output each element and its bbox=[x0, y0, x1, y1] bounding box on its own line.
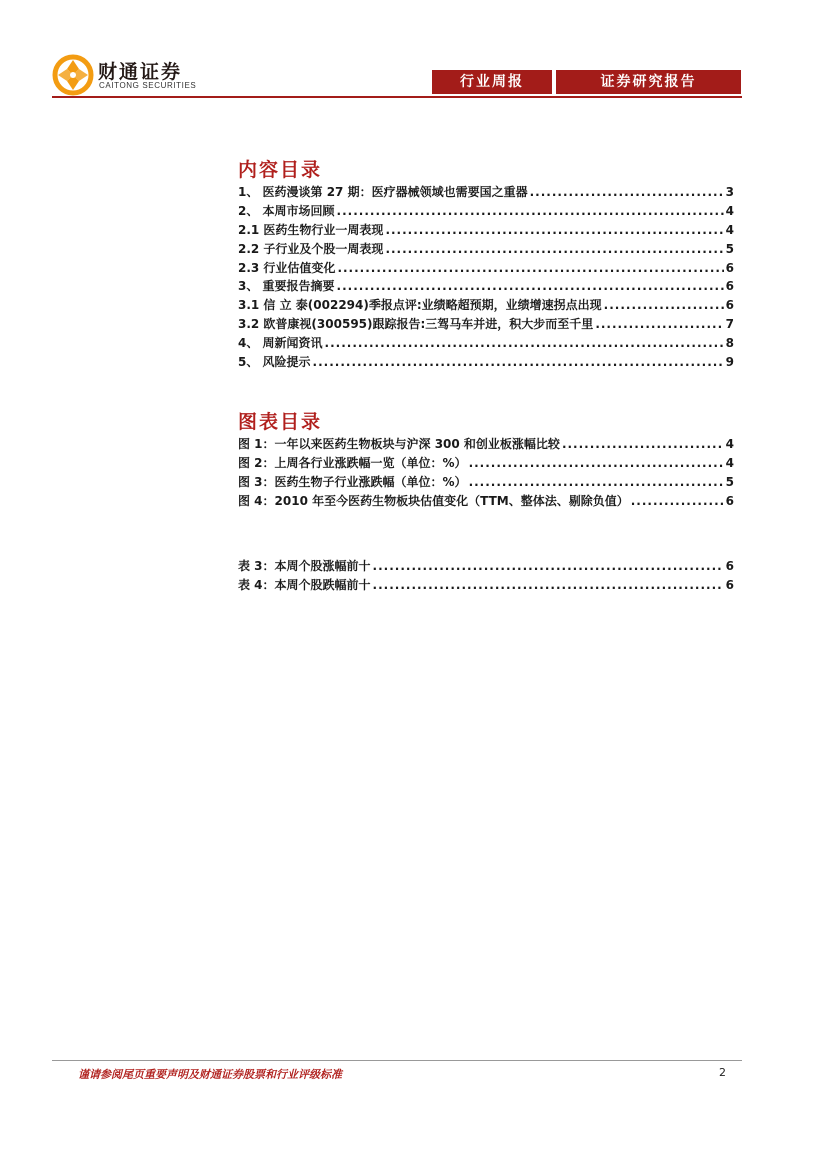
footer-divider bbox=[52, 1060, 742, 1061]
logo-english-name: CAITONG SECURITIES bbox=[99, 81, 197, 90]
toc-entry-page: 8 bbox=[725, 336, 734, 351]
company-logo bbox=[52, 54, 212, 96]
toc-entry-page: 6 bbox=[725, 279, 734, 294]
leader-dots bbox=[604, 298, 724, 312]
toc-entry[interactable] bbox=[238, 221, 734, 240]
leader-dots bbox=[385, 223, 723, 237]
industry-weekly-tag: 行业周报 bbox=[432, 70, 552, 94]
toc-entry-text: 2.3 行业估值变化 bbox=[238, 260, 336, 275]
table-entry-page: 6 bbox=[725, 559, 734, 573]
toc-entry-page: 3 bbox=[725, 185, 734, 199]
figure-entry-page: 4 bbox=[725, 455, 734, 470]
figure-entry-page: 6 bbox=[725, 493, 734, 508]
leader-dots bbox=[530, 185, 724, 199]
header-divider bbox=[52, 96, 742, 98]
figure-entry[interactable] bbox=[238, 492, 734, 511]
table-entry-text: 表 3：本周个股涨幅前十 bbox=[238, 559, 371, 573]
page-header bbox=[0, 0, 827, 100]
research-report-tag: 证券研究报告 bbox=[556, 70, 741, 94]
logo-mark-icon bbox=[52, 54, 94, 96]
figure-entry-page: 5 bbox=[725, 474, 734, 489]
leader-dots bbox=[373, 578, 724, 592]
toc-entry[interactable] bbox=[238, 183, 734, 202]
footer-disclaimer: 谨请参阅尾页重要声明及财通证券股票和行业评级标准 bbox=[78, 1068, 342, 1081]
figure-entry[interactable] bbox=[238, 473, 734, 492]
toc-entry-page: 6 bbox=[725, 298, 734, 313]
toc-entry[interactable] bbox=[238, 353, 734, 372]
toc-entry[interactable] bbox=[238, 315, 734, 334]
leader-dots bbox=[469, 475, 724, 489]
leader-dots bbox=[337, 279, 724, 293]
toc-entry[interactable] bbox=[238, 334, 734, 353]
figures-title: 图表目录 bbox=[238, 411, 323, 433]
logo-chinese-name: 财通证券 bbox=[98, 61, 183, 83]
leader-dots bbox=[373, 559, 724, 573]
toc-entry[interactable] bbox=[238, 202, 734, 221]
figures-list bbox=[238, 435, 734, 511]
toc-entry-page: 5 bbox=[725, 241, 734, 256]
figure-entry-text: 图 4：2010 年至今医药生物板块估值变化（TTM、整体法、剔除负值） bbox=[238, 493, 629, 508]
toc-entry-page: 4 bbox=[725, 222, 734, 237]
leader-dots bbox=[469, 456, 724, 470]
figure-entry-text: 图 3：医药生物子行业涨跌幅（单位：%） bbox=[238, 474, 467, 489]
figure-entry[interactable] bbox=[238, 454, 734, 473]
leader-dots bbox=[631, 494, 724, 508]
leader-dots bbox=[313, 355, 724, 369]
table-entry[interactable] bbox=[238, 576, 734, 595]
leader-dots bbox=[325, 336, 724, 350]
toc-entry-text: 1、 医药漫谈第 27 期：医疗器械领域也需要国之重器 bbox=[238, 185, 528, 199]
toc-entry[interactable] bbox=[238, 277, 734, 296]
toc-entry-page: 6 bbox=[725, 260, 734, 275]
toc-entry-text: 3、 重要报告摘要 bbox=[238, 279, 335, 294]
toc-entry-text: 2、 本周市场回顾 bbox=[238, 203, 335, 218]
table-entry[interactable] bbox=[238, 557, 734, 576]
toc-title: 内容目录 bbox=[238, 159, 323, 181]
toc-entry-text: 3.1 信 立 泰(002294)季报点评:业绩略超预期，业绩增速拐点出现 bbox=[238, 298, 602, 313]
figure-entry[interactable] bbox=[238, 435, 734, 454]
leader-dots bbox=[337, 204, 724, 218]
toc-entry-text: 3.2 欧普康视(300595)跟踪报告:三驾马车并进，积大步而至千里 bbox=[238, 317, 594, 332]
leader-dots bbox=[337, 261, 723, 275]
toc-entry-text: 2.1 医药生物行业一周表现 bbox=[238, 222, 384, 237]
table-entry-text: 表 4：本周个股跌幅前十 bbox=[238, 577, 371, 592]
toc-entry[interactable] bbox=[238, 296, 734, 315]
leader-dots bbox=[595, 317, 723, 331]
toc-entry[interactable] bbox=[238, 240, 734, 259]
toc-entry-page: 7 bbox=[725, 317, 734, 332]
table-entry-page: 6 bbox=[725, 577, 734, 592]
toc-entry-text: 5、 风险提示 bbox=[238, 355, 311, 370]
page-number: 2 bbox=[719, 1066, 726, 1079]
leader-dots bbox=[385, 242, 723, 256]
toc-entry[interactable] bbox=[238, 259, 734, 278]
toc-entry-page: 4 bbox=[725, 203, 734, 218]
toc-entry-text: 4、 周新闻资讯 bbox=[238, 336, 323, 351]
toc-entry-text: 2.2 子行业及个股一周表现 bbox=[238, 241, 384, 256]
tables-list bbox=[238, 557, 734, 595]
toc-entry-page: 9 bbox=[725, 355, 734, 370]
toc-list bbox=[238, 183, 734, 372]
figure-entry-page: 4 bbox=[725, 437, 734, 451]
figure-entry-text: 图 1：一年以来医药生物板块与沪深 300 和创业板涨幅比较 bbox=[238, 437, 560, 451]
figure-entry-text: 图 2：上周各行业涨跌幅一览（单位：%） bbox=[238, 455, 467, 470]
leader-dots bbox=[562, 437, 724, 451]
